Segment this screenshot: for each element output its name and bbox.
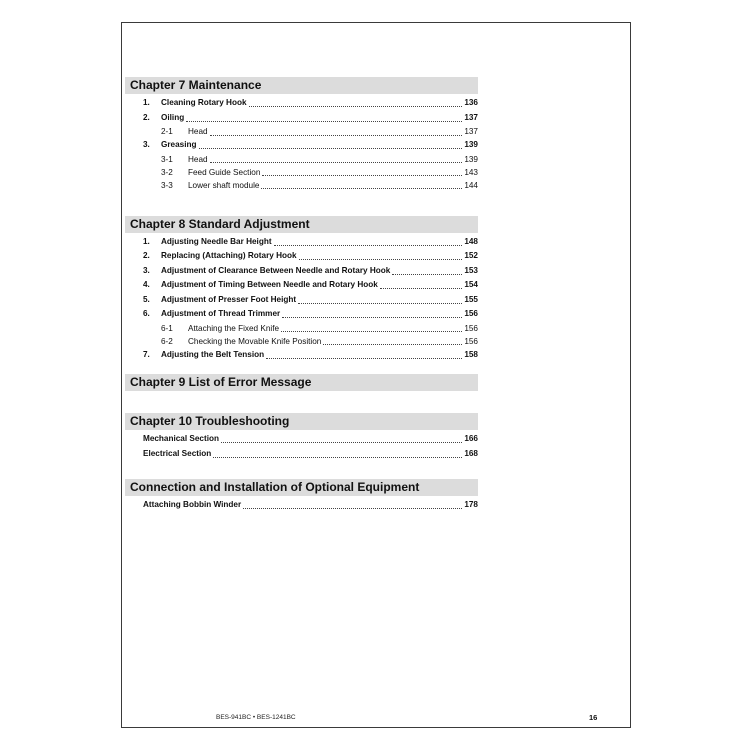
dot-leader [261,187,462,189]
chapter-heading: Chapter 9 List of Error Message [125,374,478,391]
toc-entry[interactable] [125,264,478,279]
entry-title: Adjustment of Presser Foot Height [161,294,297,304]
toc-entry[interactable] [125,293,478,308]
entry-number: 4. [143,280,150,289]
entry-title: Adjusting Needle Bar Height [161,236,272,246]
entry-page-number: 166 [464,434,478,443]
entry-number: 3. [143,140,150,149]
dot-leader [282,316,462,318]
dot-leader [210,161,463,163]
entry-page-number: 153 [464,265,478,275]
entry-title: Attaching Bobbin Winder [143,500,242,509]
entry-page-number: 168 [464,448,478,458]
entry-number: 3-1 [161,154,173,164]
chapter-heading: Chapter 8 Standard Adjustment [125,216,478,233]
toc-entry[interactable] [125,111,478,126]
entry-number: 1. [143,98,150,107]
entry-page-number: 144 [464,180,478,190]
entry-title: Oiling [161,112,185,122]
footer-model: BES-941BC • BES-1241BC [216,714,296,721]
entry-title: Feed Guide Section [188,167,261,177]
entry-title: Attaching the Fixed Knife [188,323,280,333]
entry-title: Mechanical Section [143,434,219,443]
entry-page-number: 143 [464,167,478,177]
entry-title: Adjustment of Timing Between Needle and Rotary Hook [161,280,378,289]
entry-page-number: 158 [464,349,478,359]
entry-title: Checking the Movable Knife Position [188,336,322,346]
entry-list [125,496,478,513]
toc-subentry[interactable] [125,179,478,192]
dot-leader [221,441,462,443]
entry-title: Adjustment of Thread Trimmer [161,309,281,318]
entry-page-number: 154 [464,280,478,289]
toc-entry[interactable] [125,348,478,363]
entry-title: Lower shaft module [188,180,260,190]
entry-title: Adjustment of Clearance Between Needle and Rotary Hook [161,265,391,275]
entry-number: 3-2 [161,167,173,177]
entry-title: Electrical Section [143,448,212,458]
entry-number: 6-1 [161,323,173,333]
dot-leader [249,105,463,107]
entry-page-number: 148 [464,236,478,246]
chapter-heading: Chapter 10 Troubleshooting [125,413,478,430]
toc-subentry[interactable] [125,322,478,335]
entry-number: 3-3 [161,180,173,190]
entry-number: 5. [143,294,150,304]
entry-number: 3. [143,265,150,275]
dot-leader [323,343,462,345]
chapter-block [125,479,478,513]
entry-title: Greasing [161,140,197,149]
table-of-contents [125,77,478,513]
entry-number: 2. [143,251,150,260]
entry-page-number: 156 [464,309,478,318]
dot-leader [210,134,463,136]
entry-number: 6. [143,309,150,318]
toc-entry[interactable] [125,235,478,250]
toc-entry[interactable] [125,278,478,293]
entry-page-number: 178 [464,500,478,509]
entry-title: Head [188,127,208,136]
chapter-block [125,374,478,391]
entry-page-number: 137 [464,112,478,122]
toc-entry[interactable] [125,249,478,264]
chapter-block [125,77,478,192]
entry-page-number: 152 [464,251,478,260]
footer-page-number: 16 [589,713,598,722]
dot-leader [392,273,462,275]
dot-leader [266,357,462,359]
chapter-heading: Chapter 7 Maintenance [125,77,478,94]
entry-page-number: 139 [464,140,478,149]
chapter-block [125,216,478,363]
toc-subentry[interactable] [125,153,478,166]
dot-leader [281,330,462,332]
entry-number: 6-2 [161,336,173,346]
dot-leader [213,456,462,458]
entry-title: Replacing (Attaching) Rotary Hook [161,251,297,260]
toc-entry[interactable] [125,96,478,111]
entry-page-number: 136 [464,98,478,107]
chapter-heading: Connection and Installation of Optional Equipment [125,479,478,496]
toc-subentry[interactable] [125,166,478,179]
entry-list [125,233,478,363]
dot-leader [299,258,463,260]
toc-entry[interactable] [125,307,478,322]
dot-leader [243,507,462,509]
dot-leader [186,120,462,122]
entry-number: 2-1 [161,127,173,136]
entry-title: Cleaning Rotary Hook [161,98,247,107]
entry-page-number: 156 [464,336,478,346]
toc-subentry[interactable] [125,335,478,348]
dot-leader [262,174,462,176]
entry-title: Head [188,154,208,164]
chapter-block [125,413,478,461]
entry-number: 1. [143,236,150,246]
toc-entry[interactable] [125,498,478,513]
dot-leader [298,302,462,304]
entry-number: 2. [143,112,150,122]
dot-leader [380,287,462,289]
entry-title: Adjusting the Belt Tension [161,349,265,359]
toc-subentry[interactable] [125,125,478,138]
entry-page-number: 137 [464,127,478,136]
entry-list [125,94,478,192]
entry-page-number: 155 [464,294,478,304]
dot-leader [274,244,463,246]
dot-leader [199,147,463,149]
entry-number: 7. [143,349,150,359]
entry-page-number: 156 [464,323,478,333]
entry-page-number: 139 [464,154,478,164]
toc-entry[interactable] [125,447,478,462]
toc-entry[interactable] [125,432,478,447]
toc-entry[interactable] [125,138,478,153]
entry-list [125,430,478,461]
